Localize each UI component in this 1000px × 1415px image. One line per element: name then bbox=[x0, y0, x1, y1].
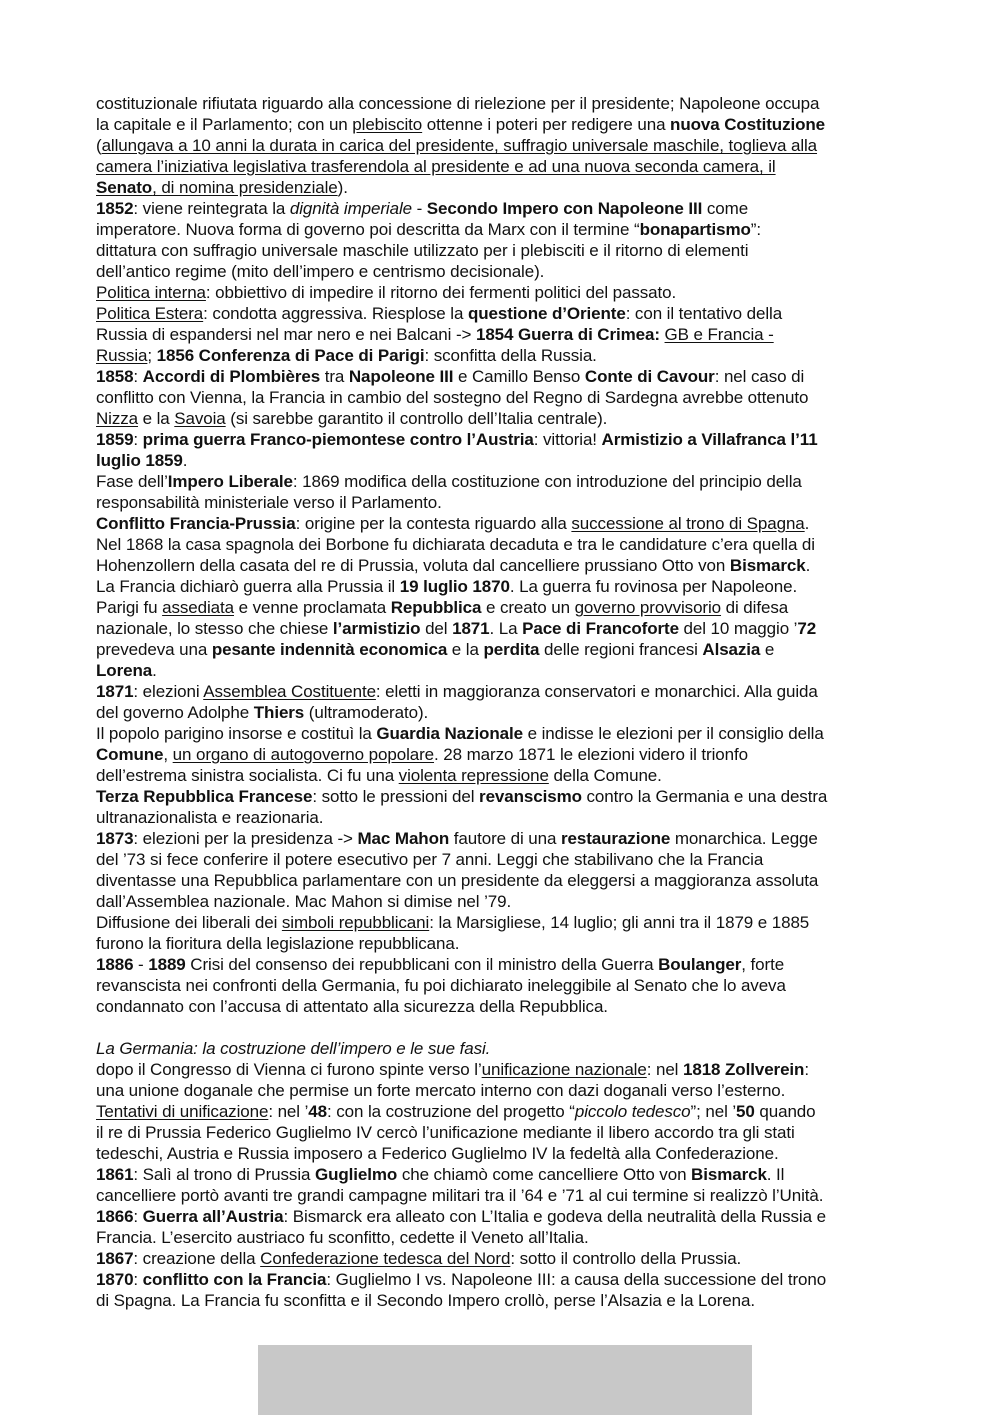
text-segment: e bbox=[760, 640, 775, 659]
text-segment: . bbox=[805, 556, 811, 575]
text-segment: la capitale e il Parlamento; con un bbox=[96, 115, 353, 134]
text-segment: : creazione della bbox=[133, 1249, 261, 1268]
text-line bbox=[96, 1185, 916, 1206]
text-segment: Russia di espandersi nel mar nero e nei Balcani -> bbox=[96, 325, 476, 344]
text-segment: che chiamò come cancelliere Otto von bbox=[397, 1165, 692, 1184]
text-segment: GB e Francia - bbox=[664, 325, 774, 344]
text-line bbox=[96, 912, 916, 933]
text-segment: quando bbox=[754, 1102, 816, 1121]
text-line bbox=[96, 786, 916, 807]
text-segment: : elezioni bbox=[133, 682, 204, 701]
text-segment: 1873 bbox=[96, 829, 134, 848]
text-segment: . La guerra fu rovinosa per Napoleone. bbox=[509, 577, 798, 596]
text-segment: e indisse le elezioni per il consiglio della bbox=[522, 724, 824, 743]
text-segment: restaurazione bbox=[561, 829, 671, 848]
text-segment: Diffusione dei liberali dei bbox=[96, 913, 282, 932]
text-segment: Impero Liberale bbox=[167, 472, 293, 491]
text-segment: cancelliere portò avanti tre grandi campagne militari tra il ’64 e ’71 al cui termine si realizzò l’Unità. bbox=[96, 1186, 824, 1205]
text-segment: Politica Estera bbox=[96, 304, 204, 323]
text-segment: Fase dell’ bbox=[96, 472, 168, 491]
text-segment: : nel bbox=[646, 1060, 683, 1079]
text-line bbox=[96, 1227, 916, 1248]
text-line bbox=[96, 534, 916, 555]
text-segment: : obbiettivo di impedire il ritorno dei fermenti politici del passato. bbox=[205, 283, 677, 302]
text-segment: Conflitto Francia-Prussia bbox=[96, 514, 296, 533]
text-line bbox=[96, 282, 916, 303]
text-segment: del ’73 si fece conferire il potere esecutivo per 7 anni. Leggi che stabilivano che la Francia bbox=[96, 850, 764, 869]
text-segment: : Salì al trono di Prussia bbox=[133, 1165, 315, 1184]
text-line bbox=[96, 1206, 916, 1227]
text-segment: Bismarck bbox=[691, 1165, 767, 1184]
text-segment: monarchica. Legge bbox=[670, 829, 818, 848]
text-segment: Armistizio a Villafranca l’11 bbox=[601, 430, 818, 449]
text-segment: Bismarck bbox=[729, 556, 806, 575]
text-segment: dopo il Congresso di Vienna ci furono spinte verso l’ bbox=[96, 1060, 482, 1079]
text-segment: Thiers bbox=[253, 703, 305, 722]
text-segment: come bbox=[702, 199, 749, 218]
text-line bbox=[96, 387, 916, 408]
text-segment: prevedeva una bbox=[96, 640, 212, 659]
text-line bbox=[96, 408, 916, 429]
text-segment: La Germania: la costruzione dell’impero e le sue fasi. bbox=[96, 1039, 491, 1058]
text-segment: un organo di autogoverno popolare bbox=[172, 745, 435, 764]
text-segment: tra bbox=[320, 367, 349, 386]
text-line bbox=[96, 177, 916, 198]
text-segment: - bbox=[411, 199, 427, 218]
text-segment: Nizza bbox=[96, 409, 139, 428]
text-segment: Terza Repubblica Francese bbox=[96, 787, 313, 806]
text-segment: contro la Germania e una destra bbox=[581, 787, 828, 806]
text-segment: Secondo Impero con Napoleone III bbox=[426, 199, 703, 218]
text-segment: Hohenzollern della casata del re di Prussia, voluta dal cancelliere prussiano Otto von bbox=[96, 556, 730, 575]
text-segment: perdita bbox=[483, 640, 540, 659]
text-segment: Pace di Francoforte bbox=[522, 619, 679, 638]
text-line bbox=[96, 1122, 916, 1143]
text-segment: Guerra all’Austria bbox=[142, 1207, 284, 1226]
text-segment: : sotto il controllo della Prussia. bbox=[510, 1249, 742, 1268]
text-line bbox=[96, 681, 916, 702]
text-segment: camera l’iniziativa legislativa trasferendola al presidente e ad una nuova seconda camera, il bbox=[96, 157, 776, 176]
text-line bbox=[96, 807, 916, 828]
text-segment: il re di Prussia Federico Guglielmo IV cercò l’unificazione mediante il libero accordo tra gli stati bbox=[96, 1123, 795, 1142]
text-line bbox=[96, 1101, 916, 1122]
text-segment: : viene reintegrata la bbox=[133, 199, 290, 218]
text-segment: La Francia dichiarò guerra alla Prussia il bbox=[96, 577, 400, 596]
text-line bbox=[96, 198, 916, 219]
text-segment: : nel ’ bbox=[268, 1102, 309, 1121]
text-segment: dittatura con suffragio universale maschile utilizzato per i plebisciti e il ritorno di elementi bbox=[96, 241, 749, 260]
text-segment: nuova Costituzione bbox=[670, 115, 826, 134]
text-segment: una unione doganale che permise un forte mercato interno con dazi doganali verso l’esterno. bbox=[96, 1081, 786, 1100]
text-line bbox=[96, 975, 916, 996]
text-segment: ). bbox=[337, 178, 348, 197]
text-segment: ultranazionalista e reazionaria. bbox=[96, 808, 324, 827]
text-segment: : con la costruzione del progetto “ bbox=[326, 1102, 575, 1121]
text-segment: costituzionale rifiutata riguardo alla concessione di rielezione per il presidente; Napoleone occupa bbox=[96, 94, 820, 113]
document-page bbox=[96, 93, 916, 1311]
text-segment: e creato un bbox=[481, 598, 575, 617]
text-segment: 1852 bbox=[96, 199, 134, 218]
text-segment: - bbox=[133, 955, 149, 974]
text-line bbox=[96, 492, 916, 513]
text-segment: . Il bbox=[766, 1165, 785, 1184]
text-line bbox=[96, 555, 916, 576]
text-line bbox=[96, 1164, 916, 1185]
text-segment: successione al trono di Spagna bbox=[571, 514, 805, 533]
text-line bbox=[96, 954, 916, 975]
text-line bbox=[96, 576, 916, 597]
text-segment: Francia. L’esercito austriaco fu sconfitto, cedette il Veneto all’Italia. bbox=[96, 1228, 589, 1247]
text-segment: 48 bbox=[308, 1102, 327, 1121]
text-segment: del governo Adolphe bbox=[96, 703, 254, 722]
text-segment: . bbox=[152, 661, 157, 680]
text-segment: violenta repressione bbox=[398, 766, 549, 785]
text-line bbox=[96, 1038, 916, 1059]
text-line bbox=[96, 324, 916, 345]
text-line bbox=[96, 513, 916, 534]
text-segment: Guardia Nazionale bbox=[376, 724, 523, 743]
text-line bbox=[96, 870, 916, 891]
text-line bbox=[96, 240, 916, 261]
blank-line bbox=[96, 1017, 916, 1038]
text-segment: responsabilità ministeriale verso il Parlamento. bbox=[96, 493, 442, 512]
text-segment: bonapartismo bbox=[639, 220, 751, 239]
text-line bbox=[96, 450, 916, 471]
text-segment: 19 luglio 1870 bbox=[399, 577, 510, 596]
text-segment: . bbox=[182, 451, 188, 470]
text-segment: : condotta aggressiva. Riesplose la bbox=[203, 304, 468, 323]
text-segment: Il popolo parigino insorse e costituì la bbox=[96, 724, 377, 743]
text-segment: Nel 1868 la casa spagnola dei Borbone fu dichiarata decaduta e tra le candidature c’era quella di bbox=[96, 535, 815, 554]
text-segment: : eletti in maggioranza conservatori e monarchici. Alla guida bbox=[375, 682, 818, 701]
text-segment: Alsazia bbox=[702, 640, 761, 659]
text-segment: conflitto con Vienna, la Francia in cambio del sostegno del Regno di Sardegna avrebbe ottenuto bbox=[96, 388, 809, 407]
text-segment: Guglielmo bbox=[314, 1165, 398, 1184]
text-segment: 1870 bbox=[96, 1270, 134, 1289]
text-segment: : elezioni per la presidenza -> bbox=[133, 829, 358, 848]
text-segment: : la Marsigliese, 14 luglio; gli anni tra il 1879 e 1885 bbox=[429, 913, 810, 932]
text-segment: e venne proclamata bbox=[233, 598, 391, 617]
text-segment: ottenne i poteri per redigere una bbox=[422, 115, 671, 134]
text-line bbox=[96, 1269, 916, 1290]
text-segment: , forte bbox=[741, 955, 785, 974]
footer-gray-box bbox=[258, 1345, 752, 1415]
text-line bbox=[96, 1059, 916, 1080]
text-segment: : bbox=[133, 430, 143, 449]
text-segment: questione d’Oriente bbox=[467, 304, 626, 323]
text-segment: imperatore. Nuova forma di governo poi descritta da Marx con il termine “ bbox=[96, 220, 640, 239]
text-segment: 50 bbox=[736, 1102, 755, 1121]
text-segment: 1886 bbox=[96, 955, 134, 974]
text-segment: e Camillo Benso bbox=[453, 367, 585, 386]
text-segment: nazionale, lo stesso che chiese bbox=[96, 619, 333, 638]
text-segment: allungava a 10 anni la durata in carica del presidente, suffragio universale maschile, toglieva alla bbox=[101, 136, 818, 155]
text-segment: : nel caso di bbox=[714, 367, 805, 386]
text-line bbox=[96, 933, 916, 954]
text-line bbox=[96, 1290, 916, 1311]
text-segment: Politica interna bbox=[96, 283, 206, 302]
text-segment: 1859 bbox=[96, 430, 134, 449]
text-segment: ; bbox=[147, 346, 157, 365]
text-segment: di Spagna. La Francia fu sconfitta e il Secondo Impero crollò, perse l’Alsazia e la Lorena. bbox=[96, 1291, 755, 1310]
text-segment: 1867 bbox=[96, 1249, 134, 1268]
text-segment: : origine per la contesta riguardo alla bbox=[295, 514, 572, 533]
text-segment: 1856 Conferenza di Pace di Parigi bbox=[156, 346, 425, 365]
text-segment: Mac Mahon bbox=[357, 829, 450, 848]
text-line bbox=[96, 828, 916, 849]
text-segment: Conte di Cavour bbox=[584, 367, 715, 386]
text-segment: Lorena bbox=[96, 661, 153, 680]
text-line bbox=[96, 660, 916, 681]
text-segment: revanscista nei confronti della Germania, fu poi dichiarato ineleggibile al Senato che lo aveva bbox=[96, 976, 786, 995]
text-segment: assediata bbox=[162, 598, 234, 617]
text-line bbox=[96, 996, 916, 1017]
text-segment: 1854 Guerra di Crimea: bbox=[475, 325, 665, 344]
text-segment: fautore di una bbox=[449, 829, 561, 848]
text-line bbox=[96, 849, 916, 870]
text-segment: Boulanger bbox=[658, 955, 742, 974]
text-segment: Tentativi di unificazione bbox=[96, 1102, 269, 1121]
text-segment: condannato con l’accusa di attentato alla sicurezza della Repubblica. bbox=[96, 997, 608, 1016]
text-segment: dell’antico regime (mito dell’impero e centrismo decisionale). bbox=[96, 262, 545, 281]
text-segment: e la bbox=[138, 409, 175, 428]
text-segment: prima guerra Franco-piemontese contro l’Austria bbox=[142, 430, 534, 449]
text-segment: simboli repubblicani bbox=[281, 913, 430, 932]
text-segment: luglio 1859 bbox=[96, 451, 183, 470]
text-line bbox=[96, 723, 916, 744]
text-line bbox=[96, 303, 916, 324]
text-segment: dignità imperiale bbox=[289, 199, 412, 218]
text-segment: dall’Assemblea nazionale. Mac Mahon si dimise nel ’79. bbox=[96, 892, 512, 911]
text-segment: 1861 bbox=[96, 1165, 134, 1184]
text-segment: del 10 maggio ’ bbox=[678, 619, 798, 638]
text-segment: : sotto le pressioni del bbox=[312, 787, 480, 806]
text-segment: Napoleone III bbox=[348, 367, 454, 386]
text-segment: , di nomina presidenziale bbox=[152, 178, 338, 197]
text-segment: : 1869 modifica della costituzione con introduzione del principio della bbox=[292, 472, 802, 491]
text-segment: diventasse una Repubblica parlamentare con un presidente da eleggersi a maggioranza assoluta bbox=[96, 871, 819, 890]
text-segment: : con il tentativo della bbox=[625, 304, 783, 323]
text-line bbox=[96, 618, 916, 639]
text-line bbox=[96, 135, 916, 156]
text-segment: . 28 marzo 1871 le elezioni videro il trionfo bbox=[434, 745, 748, 764]
text-segment: : Guglielmo I vs. Napoleone III: a causa della successione del trono bbox=[326, 1270, 827, 1289]
text-segment: 1858 bbox=[96, 367, 134, 386]
text-segment: tedeschi, Austria e Russia imposero a Federico Guglielmo IV la fedeltà alla Confederazione. bbox=[96, 1144, 779, 1163]
text-line bbox=[96, 114, 916, 135]
text-line bbox=[96, 1248, 916, 1269]
text-segment: : bbox=[133, 367, 143, 386]
text-segment: : bbox=[804, 1060, 809, 1079]
text-segment: ( bbox=[96, 136, 102, 155]
text-segment: Accordi di Plombières bbox=[142, 367, 321, 386]
text-segment: conflitto con la Francia bbox=[142, 1270, 327, 1289]
text-line bbox=[96, 366, 916, 387]
text-line bbox=[96, 639, 916, 660]
text-segment: Russia bbox=[96, 346, 148, 365]
text-line bbox=[96, 891, 916, 912]
text-segment: 1871 bbox=[452, 619, 490, 638]
text-line bbox=[96, 93, 916, 114]
text-segment: (ultramoderato). bbox=[304, 703, 429, 722]
text-segment: Savoia bbox=[174, 409, 226, 428]
text-segment: plebiscito bbox=[352, 115, 423, 134]
text-line bbox=[96, 744, 916, 765]
text-segment: 1866 bbox=[96, 1207, 134, 1226]
text-line bbox=[96, 261, 916, 282]
text-segment: Repubblica bbox=[390, 598, 482, 617]
text-segment: governo provvisorio bbox=[574, 598, 722, 617]
text-segment: Crisi del consenso dei repubblicani con il ministro della Guerra bbox=[185, 955, 659, 974]
text-segment: : bbox=[133, 1270, 143, 1289]
text-segment: : bbox=[133, 1207, 143, 1226]
text-segment: di difesa bbox=[721, 598, 789, 617]
text-line bbox=[96, 345, 916, 366]
text-line bbox=[96, 702, 916, 723]
text-segment: delle regioni francesi bbox=[539, 640, 703, 659]
text-segment: della Comune. bbox=[548, 766, 662, 785]
text-segment: 1871 bbox=[96, 682, 134, 701]
text-segment: dell’estrema sinistra socialista. Ci fu una bbox=[96, 766, 399, 785]
text-segment: . La bbox=[489, 619, 523, 638]
text-segment: ”; nel ’ bbox=[690, 1102, 737, 1121]
text-segment: : vittoria! bbox=[533, 430, 602, 449]
text-segment: e la bbox=[447, 640, 484, 659]
text-segment: ”: bbox=[750, 220, 761, 239]
text-segment: Senato bbox=[96, 178, 153, 197]
text-segment: Comune bbox=[96, 745, 164, 764]
text-segment: , bbox=[163, 745, 173, 764]
text-line bbox=[96, 597, 916, 618]
text-segment: . bbox=[804, 514, 810, 533]
text-segment: Confederazione tedesca del Nord bbox=[260, 1249, 511, 1268]
text-segment: : sconfitta della Russia. bbox=[424, 346, 597, 365]
text-segment: Parigi fu bbox=[96, 598, 163, 617]
text-line bbox=[96, 156, 916, 177]
text-segment: revanscismo bbox=[479, 787, 582, 806]
text-segment: 72 bbox=[797, 619, 817, 638]
text-line bbox=[96, 471, 916, 492]
text-segment: pesante indennità economica bbox=[211, 640, 448, 659]
text-line bbox=[96, 1080, 916, 1101]
text-segment: 1818 Zollverein bbox=[682, 1060, 805, 1079]
text-line bbox=[96, 219, 916, 240]
text-segment: (si sarebbe garantito il controllo dell’Italia centrale). bbox=[225, 409, 608, 428]
text-segment: 1889 bbox=[148, 955, 186, 974]
text-segment: l’armistizio bbox=[332, 619, 421, 638]
text-line bbox=[96, 429, 916, 450]
text-segment: unificazione nazionale bbox=[481, 1060, 647, 1079]
text-segment: piccolo tedesco bbox=[574, 1102, 691, 1121]
text-segment: : Bismarck era alleato con L’Italia e godeva della neutralità della Russia e bbox=[283, 1207, 826, 1226]
text-segment: Assemblea Costituente bbox=[203, 682, 376, 701]
text-line bbox=[96, 765, 916, 786]
text-line bbox=[96, 1143, 916, 1164]
text-segment: del bbox=[420, 619, 453, 638]
text-segment: furono la fioritura della legislazione repubblicana. bbox=[96, 934, 460, 953]
